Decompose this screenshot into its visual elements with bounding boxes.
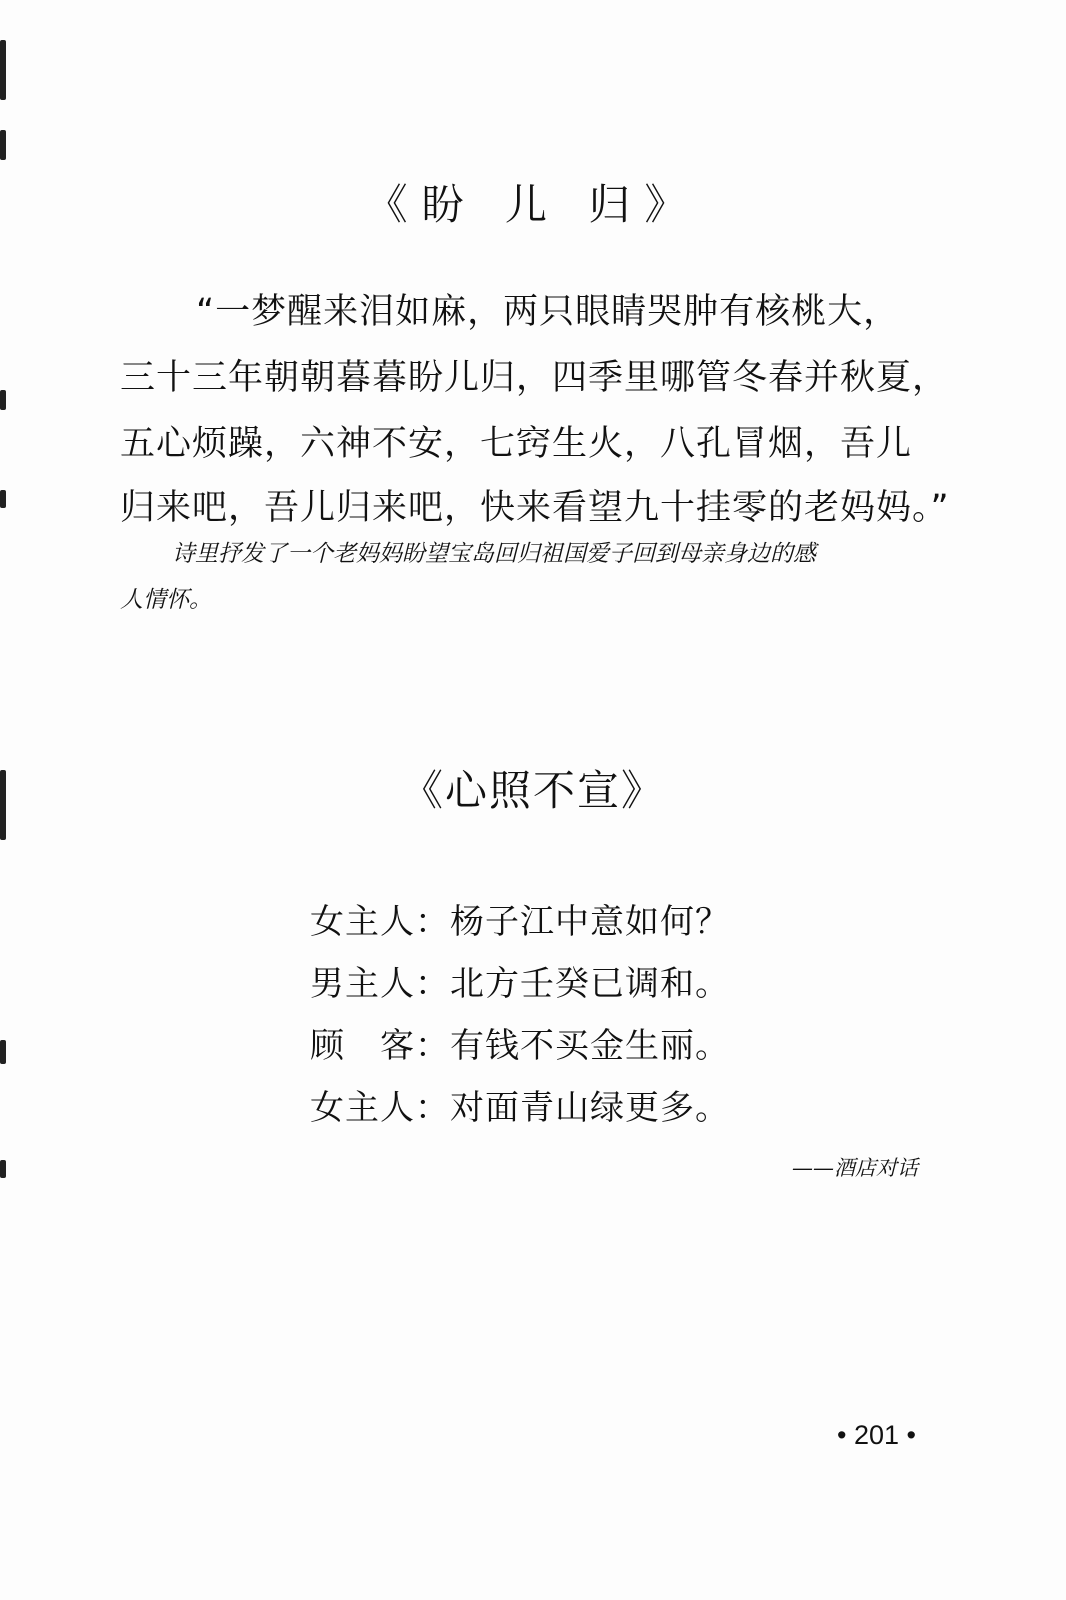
dialogue-text: 杨子江中意如何？ xyxy=(450,902,730,942)
page-number: • 201 • xyxy=(837,1420,916,1450)
poem-line: 五心烦躁，六神不安，七窍生火，八孔冒烟，吾儿 xyxy=(120,424,913,464)
speaker-label: 男主人： xyxy=(310,964,450,1004)
dialogue-text: 对面青山绿更多。 xyxy=(450,1088,730,1128)
speaker-label: 顾 客： xyxy=(310,1026,450,1066)
poem-title: 《盼 儿 归》 xyxy=(365,180,701,229)
dialogue-title: 《心照不宣》 xyxy=(400,766,665,815)
dialogue-line xyxy=(310,1026,730,1066)
poem-line: “一梦醒来泪如麻，两只眼睛哭肿有核桃大， xyxy=(196,292,900,332)
dialogue-line xyxy=(310,964,730,1004)
dialogue-line xyxy=(310,1088,730,1128)
dialogue-text: 有钱不买金生丽。 xyxy=(450,1026,730,1066)
dialogue-text: 北方壬癸已调和。 xyxy=(450,964,730,1004)
commentary-line: 诗里抒发了一个老妈妈盼望宝岛回归祖国爱子回到母亲身边的感 xyxy=(172,541,816,567)
speaker-label: 女主人： xyxy=(310,902,450,942)
dialogue-line xyxy=(310,902,730,942)
dialogue-attribution: ——酒店对话 xyxy=(792,1156,918,1180)
poem-line: 归来吧，吾儿归来吧，快来看望九十挂零的老妈妈。” xyxy=(120,488,950,528)
speaker-label: 女主人： xyxy=(310,1088,450,1128)
commentary-line: 人情怀。 xyxy=(120,587,212,613)
poem-line: 三十三年朝朝暮暮盼儿归，四季里哪管冬春并秋夏， xyxy=(120,358,949,398)
